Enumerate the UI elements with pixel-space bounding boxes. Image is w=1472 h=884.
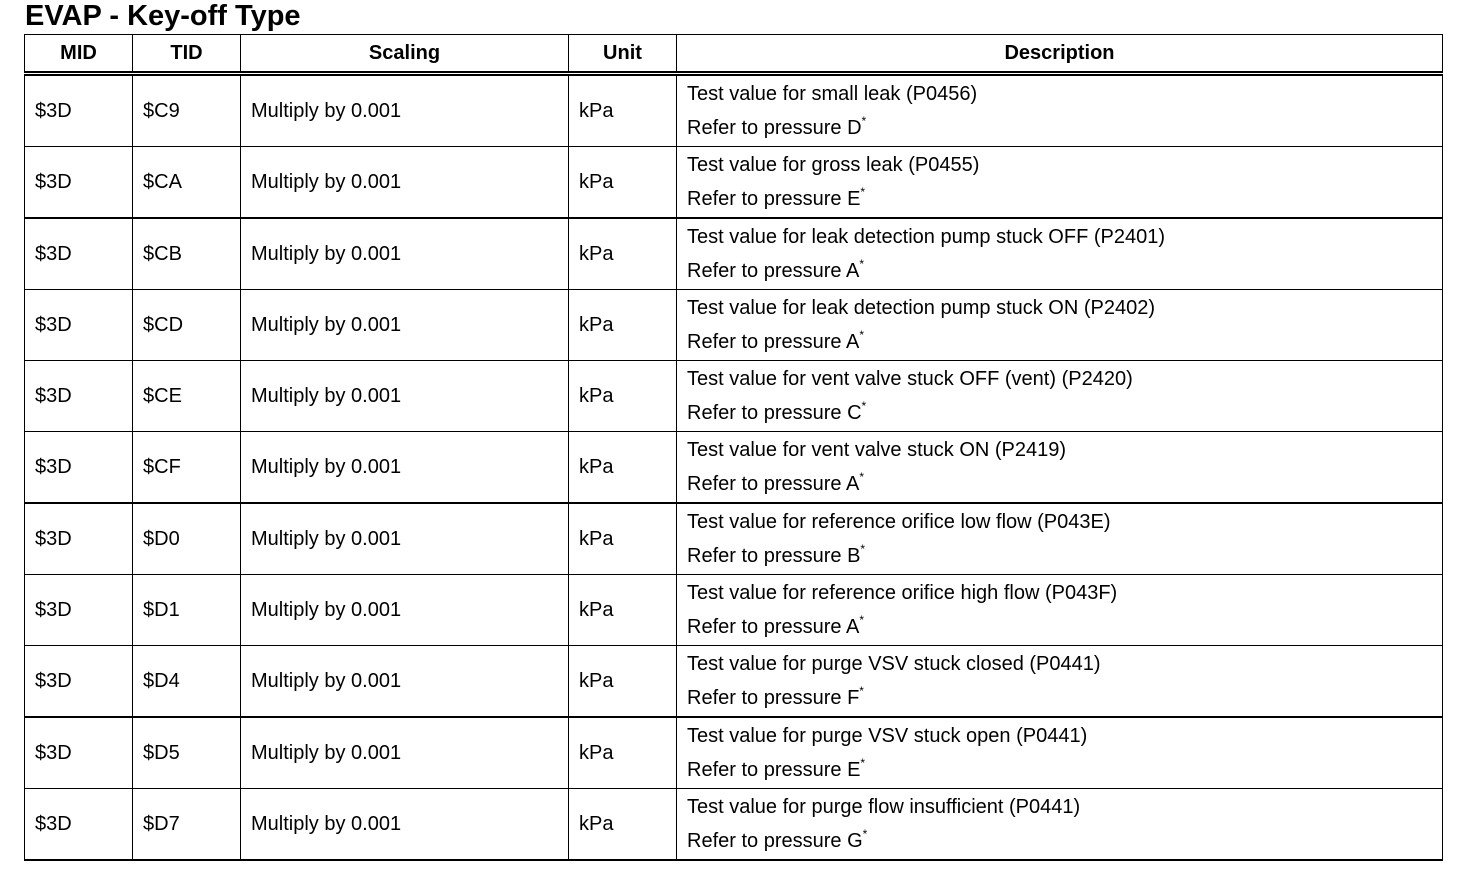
cell-unit: kPa	[569, 218, 677, 290]
table-row	[25, 74, 1443, 147]
description-text: Test value for reference orifice low flow (P043E)	[687, 511, 1111, 533]
pressure-reference-text: Refer to pressure G	[687, 830, 863, 852]
pressure-reference-text: Refer to pressure D	[687, 117, 862, 139]
cell-unit: kPa	[569, 717, 677, 789]
description-text: Test value for purge VSV stuck open (P0441)	[687, 725, 1088, 747]
cell-scaling: Multiply by 0.001	[241, 717, 569, 789]
pressure-reference	[687, 824, 1442, 858]
description-text: Test value for leak detection pump stuck OFF (P2401)	[687, 226, 1165, 248]
cell-unit: kPa	[569, 575, 677, 646]
cell-unit: kPa	[569, 74, 677, 147]
cell-description	[677, 432, 1443, 504]
cell-scaling: Multiply by 0.001	[241, 789, 569, 861]
cell-scaling: Multiply by 0.001	[241, 290, 569, 361]
pressure-reference-text: Refer to pressure A	[687, 331, 860, 353]
pressure-reference-text: Refer to pressure A	[687, 473, 860, 495]
cell-tid: $D5	[133, 717, 241, 789]
pressure-reference-text: Refer to pressure E	[687, 759, 861, 781]
footnote-mark: *	[860, 185, 866, 199]
description-text: Test value for vent valve stuck OFF (vent) (P2420)	[687, 368, 1133, 390]
pressure-reference	[687, 610, 1442, 644]
table-row	[25, 717, 1443, 789]
description-text: Test value for small leak (P0456)	[687, 83, 978, 105]
pressure-reference	[687, 182, 1442, 216]
table-body	[25, 74, 1443, 861]
description-text: Test value for reference orifice high flow (P043F)	[687, 582, 1118, 604]
footnote-mark: *	[859, 613, 864, 627]
footnote-mark: *	[859, 257, 864, 271]
description-text: Test value for purge VSV stuck closed (P0441)	[687, 653, 1101, 675]
description-text: Test value for gross leak (P0455)	[687, 154, 980, 176]
table-row	[25, 361, 1443, 432]
footnote-mark: *	[861, 114, 867, 128]
cell-mid: $3D	[25, 290, 133, 361]
cell-mid: $3D	[25, 789, 133, 861]
cell-mid: $3D	[25, 717, 133, 789]
cell-mid: $3D	[25, 74, 133, 147]
column-header-description: Description	[677, 35, 1443, 74]
pressure-reference-text: Refer to pressure A	[687, 616, 860, 638]
cell-description	[677, 789, 1443, 861]
cell-unit: kPa	[569, 789, 677, 861]
cell-scaling: Multiply by 0.001	[241, 432, 569, 504]
pressure-reference-text: Refer to pressure C	[687, 402, 862, 424]
cell-mid: $3D	[25, 361, 133, 432]
table-row	[25, 147, 1443, 219]
cell-tid: $CA	[133, 147, 241, 219]
description-text: Test value for purge flow insufficient (P0441)	[687, 796, 1081, 818]
table-row	[25, 432, 1443, 504]
cell-description	[677, 717, 1443, 789]
cell-tid: $CB	[133, 218, 241, 290]
cell-mid: $3D	[25, 218, 133, 290]
pressure-reference	[687, 111, 1442, 145]
footnote-mark: *	[861, 399, 867, 413]
cell-description	[677, 503, 1443, 575]
cell-scaling: Multiply by 0.001	[241, 218, 569, 290]
pressure-reference	[687, 396, 1442, 430]
pressure-reference	[687, 254, 1442, 288]
cell-mid: $3D	[25, 646, 133, 718]
cell-scaling: Multiply by 0.001	[241, 147, 569, 219]
cell-scaling: Multiply by 0.001	[241, 361, 569, 432]
cell-mid: $3D	[25, 432, 133, 504]
description-text: Test value for vent valve stuck ON (P2419)	[687, 439, 1067, 461]
pressure-reference-text: Refer to pressure B	[687, 545, 861, 567]
pressure-reference-text: Refer to pressure E	[687, 188, 861, 210]
cell-mid: $3D	[25, 503, 133, 575]
cell-description	[677, 290, 1443, 361]
cell-scaling: Multiply by 0.001	[241, 575, 569, 646]
evap-monitor-table	[24, 34, 1443, 861]
cell-tid: $D4	[133, 646, 241, 718]
pressure-reference	[687, 681, 1442, 715]
cell-unit: kPa	[569, 147, 677, 219]
footnote-mark: *	[860, 542, 866, 556]
cell-description	[677, 218, 1443, 290]
cell-scaling: Multiply by 0.001	[241, 503, 569, 575]
cell-tid: $D7	[133, 789, 241, 861]
cell-mid: $3D	[25, 147, 133, 219]
cell-tid: $CF	[133, 432, 241, 504]
table-row	[25, 789, 1443, 861]
pressure-reference-text: Refer to pressure A	[687, 260, 860, 282]
footnote-mark: *	[862, 827, 868, 841]
pressure-reference-text: Refer to pressure F	[687, 687, 860, 709]
description-text: Test value for leak detection pump stuck ON (P2402)	[687, 297, 1156, 319]
cell-description	[677, 147, 1443, 219]
cell-unit: kPa	[569, 432, 677, 504]
table-row	[25, 290, 1443, 361]
table-header-row	[25, 35, 1443, 74]
cell-scaling: Multiply by 0.001	[241, 74, 569, 147]
pressure-reference	[687, 539, 1442, 573]
cell-description	[677, 361, 1443, 432]
cell-tid: $C9	[133, 74, 241, 147]
cell-scaling: Multiply by 0.001	[241, 646, 569, 718]
cell-description	[677, 74, 1443, 147]
column-header-mid: MID	[25, 35, 133, 74]
footnote-mark: *	[859, 684, 864, 698]
footnote-mark: *	[860, 756, 866, 770]
pressure-reference	[687, 753, 1442, 787]
footnote-mark: *	[859, 470, 864, 484]
page-title: EVAP - Key-off Type	[25, 0, 301, 32]
cell-unit: kPa	[569, 290, 677, 361]
cell-tid: $CE	[133, 361, 241, 432]
column-header-tid: TID	[133, 35, 241, 74]
table-row	[25, 575, 1443, 646]
footnote-mark: *	[859, 328, 864, 342]
cell-description	[677, 646, 1443, 718]
cell-tid: $CD	[133, 290, 241, 361]
cell-mid: $3D	[25, 575, 133, 646]
pressure-reference	[687, 325, 1442, 359]
cell-unit: kPa	[569, 503, 677, 575]
table-row	[25, 646, 1443, 718]
cell-description	[677, 575, 1443, 646]
column-header-scaling: Scaling	[241, 35, 569, 74]
table-row	[25, 218, 1443, 290]
cell-tid: $D0	[133, 503, 241, 575]
cell-unit: kPa	[569, 361, 677, 432]
cell-tid: $D1	[133, 575, 241, 646]
cell-unit: kPa	[569, 646, 677, 718]
pressure-reference	[687, 467, 1442, 501]
column-header-unit: Unit	[569, 35, 677, 74]
table-row	[25, 503, 1443, 575]
